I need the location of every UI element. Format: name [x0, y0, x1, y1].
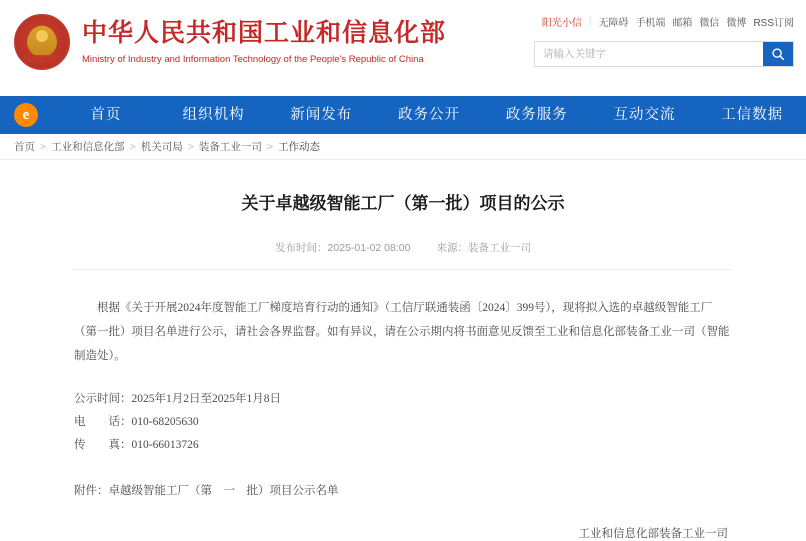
site-title-en: Ministry of Industry and Information Technology of the People's Republic of China	[82, 54, 424, 65]
article-signature: 工业和信息化部装备工业一司	[578, 528, 728, 540]
article	[38, 160, 768, 541]
article-paragraph: 根据《关于开展2024年度智能工厂梯度培育行动的通知》（工信厅联通装函〔2024〕399号），现将拟入选的卓越级智能工厂（第一批）项目名单进行公示，请社会各界监督。如有异议，请在公示期内将书面意见反馈至工业和信息化部装备工业一司（智能制造处）。	[74, 302, 730, 362]
top-link-accessibility[interactable]: 无障碍	[598, 18, 629, 29]
site-header	[0, 0, 806, 96]
breadcrumb-separator: >	[266, 140, 274, 153]
top-link-separator: |	[588, 16, 592, 27]
nav-item-news[interactable]: 新闻发布	[290, 107, 353, 123]
search-icon[interactable]	[763, 42, 793, 66]
breadcrumb-item-departments[interactable]: 机关司局	[140, 141, 183, 153]
national-emblem-icon	[14, 14, 70, 70]
nav-items	[52, 96, 806, 134]
top-link-rss[interactable]: RSS订阅	[753, 18, 794, 29]
info-line-period: 公示时间：2025年1月2日至2025年1月8日	[74, 393, 281, 405]
top-links	[534, 14, 794, 29]
main-nav	[0, 96, 806, 134]
attachment-link[interactable]: 附件：卓越级智能工厂（第 一 批）项目公示名单	[74, 485, 339, 497]
breadcrumb-item-miit[interactable]: 工业和信息化部	[51, 141, 125, 153]
info-line-fax: 传 真：010-66013726	[74, 439, 199, 451]
meta-divider	[74, 269, 732, 270]
top-link-mail[interactable]: 邮箱	[672, 18, 693, 29]
nav-item-services[interactable]: 政务服务	[505, 107, 568, 123]
article-info-lines	[74, 388, 732, 457]
breadcrumb	[0, 134, 806, 160]
breadcrumb-separator: >	[40, 140, 47, 153]
article-body	[74, 296, 732, 503]
top-link-weibo[interactable]: 微博	[726, 18, 747, 29]
top-link-mobile[interactable]: 手机端	[635, 18, 666, 29]
publish-time: 发布时间：2025-01-02 08:00	[275, 242, 411, 254]
site-logo-block[interactable]	[0, 0, 446, 70]
breadcrumb-separator: >	[187, 140, 194, 153]
nav-item-data[interactable]: 工信数据	[721, 107, 784, 123]
breadcrumb-item-equipment-dept[interactable]: 装备工业一司	[198, 141, 262, 153]
breadcrumb-item-updates: 工作动态	[278, 141, 321, 153]
site-title-cn: 中华人民共和国工业和信息化部	[82, 19, 447, 47]
top-link-wechat[interactable]: 微信	[699, 18, 720, 29]
article-meta	[74, 240, 732, 255]
top-link-sunshine[interactable]: 阳光小信	[541, 18, 582, 29]
nav-item-organization[interactable]: 组织机构	[182, 107, 245, 123]
header-right	[534, 14, 794, 67]
search-input[interactable]	[535, 42, 763, 66]
info-line-phone: 电 话：010-68205630	[74, 416, 199, 428]
nav-logo	[0, 103, 52, 127]
nav-item-home[interactable]: 首页	[90, 107, 122, 123]
breadcrumb-item-home[interactable]: 首页	[14, 141, 35, 153]
nav-item-interaction[interactable]: 互动交流	[613, 107, 676, 123]
page-title: 关于卓越级智能工厂（第一批）项目的公示	[241, 194, 565, 213]
search-box	[534, 41, 794, 67]
nav-item-disclosure[interactable]: 政务公开	[398, 107, 461, 123]
site-titles	[82, 16, 446, 68]
e-gov-logo-icon: e	[14, 103, 38, 127]
breadcrumb-separator: >	[129, 140, 136, 153]
article-source: 来源：装备工业一司	[436, 242, 531, 254]
